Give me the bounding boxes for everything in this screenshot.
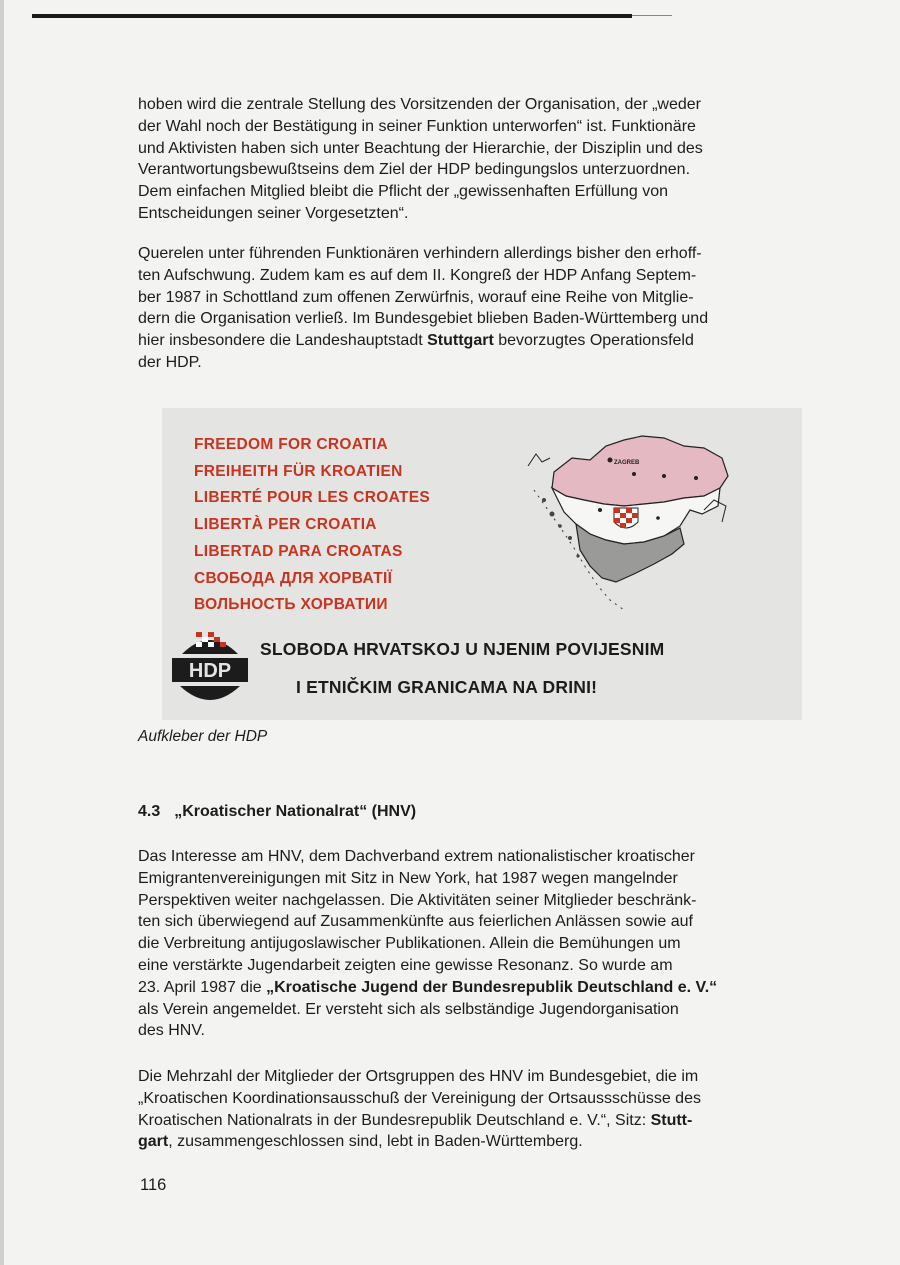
hdp-logo-icon (160, 620, 260, 716)
coat-of-arms-icon (614, 508, 638, 528)
text-line: als Verein angemeldet. Er versteht sich als selbständige Jugendorganisation (138, 1000, 679, 1018)
map-city-label: ZAGREB (614, 460, 640, 466)
page-number: 116 (140, 1176, 167, 1194)
logo-text: HDP (188, 660, 232, 682)
text-line: Querelen unter führenden Funktionären verhindern allerdings bisher den erhoff- (138, 245, 702, 262)
text-line: und Aktivisten haben sich unter Beachtung der Hierarchie, der Disziplin und des (138, 139, 703, 157)
paragraph-hdp-quarrels (138, 243, 788, 374)
text-line: „Kroatischen Koordinationsausschuß der Vereinigung der Ortsaussschüsse des (138, 1089, 701, 1107)
headline-line: SLOBODA HRVATSKOJ U NJENIM POVIJESNIM (260, 639, 665, 659)
text-line: Emigrantenvereinigungen mit Sitz in New York, hat 1987 wegen mangelnder (138, 869, 678, 887)
text-line: , zusammengeschlossen sind, lebt in Baden-Württemberg. (168, 1133, 583, 1151)
text-line: der HDP. (138, 353, 202, 371)
image-caption: Aufkleber der HDP (138, 728, 268, 745)
slogan-line: FREIHEITH FÜR KROATIEN (194, 462, 403, 480)
text-line: dern die Organisation verließ. Im Bundesgebiet blieben Baden-Württemberg und (138, 310, 709, 328)
text-line: hoben wird die zentrale Stellung des Vorsitzenden der Organisation, der „weder (138, 96, 701, 113)
text-line: des HNV. (138, 1022, 205, 1040)
text-line: Das Interesse am HNV, dem Dachverband extrem nationalistischer kroatischer (138, 848, 695, 865)
text-line: hier insbesondere die Landeshauptstadt (138, 332, 428, 350)
text-line: bevorzugtes Operationsfeld (493, 332, 694, 350)
headline-line: I ETNIČKIM GRANICAMA NA DRINI! (296, 677, 598, 697)
croatia-map-illustration (514, 418, 734, 618)
bold-term: „Kroatische Jugend der Bundesrepublik Deutschland e. V.“ (266, 978, 718, 996)
section-title-text: „Kroatischer Nationalrat“ (HNV) (174, 803, 417, 820)
slogan-list (194, 432, 430, 619)
section-heading (138, 803, 416, 821)
text-line: Entscheidungen seiner Vorgesetzten“. (138, 204, 409, 222)
text-line: ber 1987 in Schottland zum offenen Zerwürfnis, worauf eine Reihe von Mitglie- (138, 288, 694, 306)
text-line: die Verbreitung antijugoslawischer Publikationen. Allein die Bemühungen um (138, 935, 681, 953)
text-line: ten sich überwiegend auf Zusammenkünfte aus feierlichen Anlässen sowie auf (138, 913, 693, 931)
bold-term: Stutt- (650, 1111, 693, 1129)
sticker-headline (260, 630, 664, 706)
slogan-line: LIBERTÀ PER CROATIA (194, 516, 377, 534)
slogan-line: СВОБОДА ДЛЯ ХОРВАТІЇ (194, 569, 393, 587)
page-edge (0, 0, 4, 1265)
paragraph-hnv-members (138, 1066, 788, 1153)
text-line: der Wahl noch der Bestätigung in seiner Funktion unterworfen“ ist. Funktionäre (138, 117, 696, 135)
slogan-line: LIBERTAD PARA CROATAS (194, 542, 403, 560)
text-line: eine verstärkte Jugendarbeit zeigten eine gewisse Resonanz. So wurde am (138, 956, 673, 974)
text-line: Kroatischen Nationalrats in der Bundesrepublik Deutschland e. V.“, Sitz: (138, 1111, 651, 1129)
paragraph-hdp-structure (138, 94, 788, 225)
text-line: Verantwortungsbewußtseins dem Ziel der HDP bedingungslos unterzuordnen. (138, 161, 691, 179)
bold-term: gart (138, 1133, 169, 1151)
top-rule (32, 14, 632, 18)
paragraph-hnv-interest (138, 846, 788, 1042)
section-number: 4.3 (138, 803, 161, 820)
text-line: ten Aufschwung. Zudem kam es auf dem II. Kongreß der HDP Anfang Septem- (138, 266, 697, 284)
hdp-sticker-image (162, 408, 802, 720)
slogan-line: FREEDOM FOR CROATIA (194, 436, 388, 453)
text-line: Die Mehrzahl der Mitglieder der Ortsgruppen des HNV im Bundesgebiet, die im (138, 1068, 699, 1085)
slogan-line: LIBERTÉ POUR LES CROATES (194, 489, 430, 507)
text-line: 23. April 1987 die (138, 978, 267, 996)
slogan-line: ВОЛЬНОСТЬ ХОРВАТИИ (194, 596, 388, 614)
text-line: Dem einfachen Mitglied bleibt die Pflicht der „gewissenhaften Erfüllung von (138, 183, 669, 201)
text-line: Perspektiven weiter nachgelassen. Die Aktivitäten seiner Mitglieder beschränk- (138, 891, 697, 909)
bold-term: Stuttgart (427, 332, 494, 350)
